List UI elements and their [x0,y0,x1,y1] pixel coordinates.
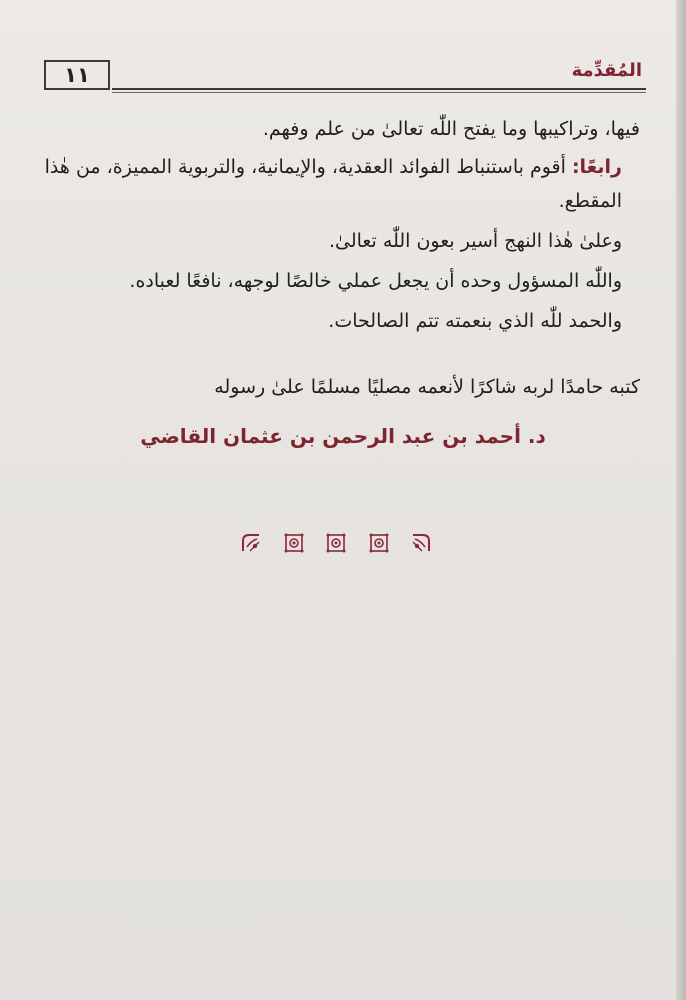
body-text [40,112,640,338]
rosette-icon [368,532,390,554]
rosette-icon [283,532,305,554]
paragraph-line-1: فيها، وتراكيبها وما يفتح اللّٰه تعالىٰ من علم وفهم. [262,118,640,140]
header-rule [112,88,646,90]
page-number: ١١ [44,60,110,90]
rosette-icon [325,532,347,554]
signoff-line: كتبه حامدًا لربه شاكرًا لأنعمه مصليًا مسلمًا علىٰ رسوله [214,376,640,398]
fourth-lead: رابعًا: [571,156,622,178]
corner-flourish-icon [410,532,432,554]
paragraph-line-3: وعلىٰ هٰذا النهج أسير بعون اللّٰه تعالىٰ. [328,230,622,252]
paragraph-line-5: والحمد للّٰه الذي بنعمته تتم الصالحات. [328,310,622,332]
paragraph-fourth [40,150,640,218]
show-through-texture [90,600,636,634]
header-rule-thin [112,92,646,93]
author-name: د. أحمد بن عبد الرحمن بن عثمان القاضي [140,424,546,448]
section-title: المُقدِّمة [571,60,642,81]
corner-flourish-icon [240,532,262,554]
paragraph-line-4: واللّٰه المسؤول وحده أن يجعل عملي خالصًا لوجهه، نافعًا لعباده. [129,270,622,292]
fourth-text: أقوم باستنباط الفوائد العقدية، والإيمانية، والتربوية المميزة، من هٰذا المقطع. [44,156,622,212]
page-edge-shadow [676,0,686,1000]
section-ornament [240,530,432,556]
